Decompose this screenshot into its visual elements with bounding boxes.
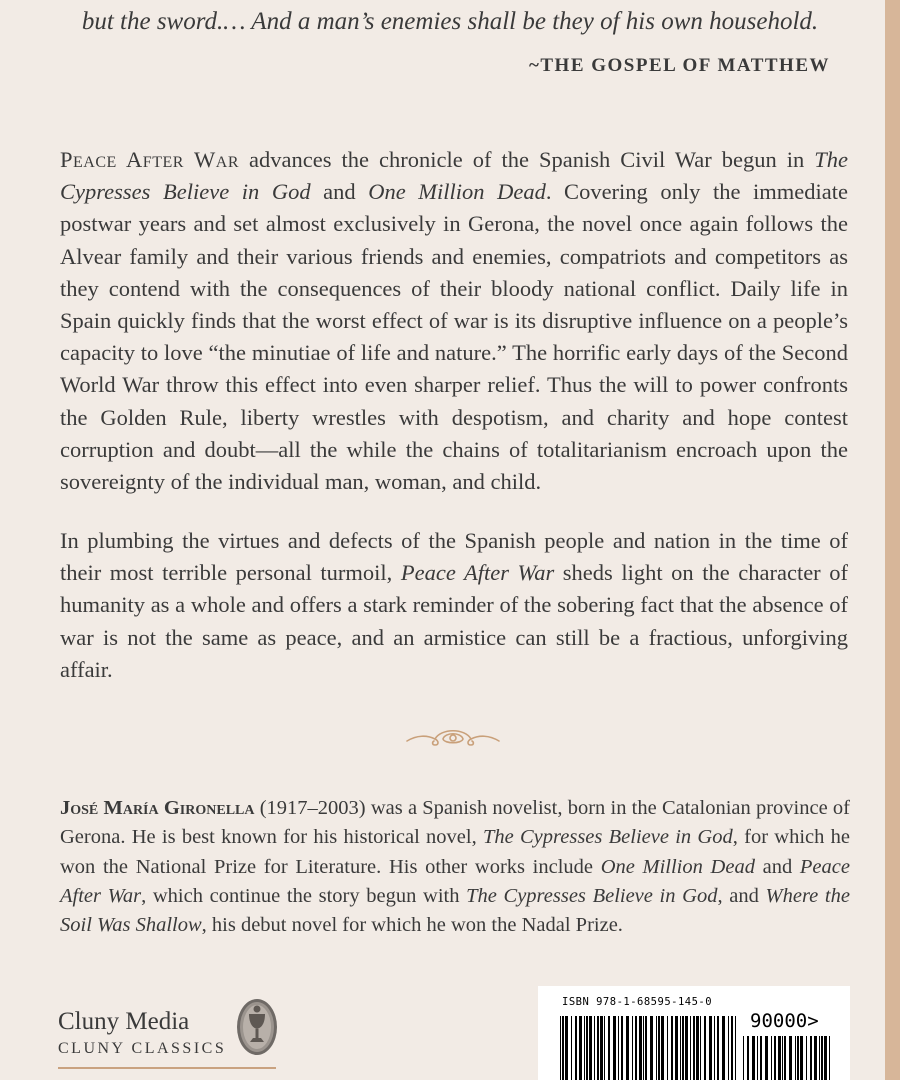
barcode-bar	[680, 1016, 681, 1080]
bio-text: , and	[717, 884, 766, 907]
barcode-bar	[800, 1036, 803, 1080]
bio-text: (1917–2003) was a Spanish novelist, born in the Catalonian province of Gerona. He is best known for his historical novel,	[60, 797, 850, 849]
barcode-bars	[560, 1016, 736, 1080]
synopsis-paragraph-1	[60, 144, 848, 498]
barcode-bar	[797, 1036, 799, 1080]
epigraph-attribution: ~THE GOSPEL OF MATTHEW	[528, 55, 830, 76]
synopsis-text: sheds light on the character of humanity as a whole and offers a stark reminder of the sobering fact that the absence of war is not the same as peace, and an armistice can still be a fractious, unforgiving affair.	[60, 560, 848, 682]
book-title: Where the Soil Was Shallow	[60, 884, 850, 937]
barcode-bar	[579, 1016, 582, 1080]
author-bio	[60, 794, 850, 940]
barcode-bar	[613, 1016, 616, 1080]
barcode-bar	[782, 1036, 783, 1080]
book-title: The Cypresses Believe in God	[483, 826, 733, 849]
publisher-imprint: CLUNY CLASSICS	[58, 1040, 227, 1057]
barcode-bar	[608, 1016, 610, 1080]
barcode-bar	[621, 1016, 623, 1080]
barcode-bar	[594, 1016, 595, 1080]
barcode-bar	[774, 1036, 776, 1080]
book-title: The Cypresses Believe in God	[60, 147, 849, 205]
barcode-bar	[743, 1036, 744, 1080]
barcode-bar	[639, 1016, 642, 1080]
synopsis-text: and	[310, 179, 369, 205]
barcode-bar	[789, 1036, 792, 1080]
barcode-bar	[765, 1036, 768, 1080]
barcode-bar	[690, 1016, 691, 1080]
barcode-bar	[584, 1016, 585, 1080]
barcode-bar	[671, 1016, 673, 1080]
author-name: José María Gironella	[60, 797, 255, 819]
barcode-bar	[829, 1036, 830, 1080]
barcode-bar	[735, 1016, 736, 1080]
bio-text: , his debut novel for which he won the Nadal Prize.	[201, 914, 623, 937]
barcode-bar	[560, 1016, 561, 1080]
barcode-bar	[643, 1016, 644, 1080]
barcode-bar	[819, 1036, 820, 1080]
barcode-bar	[747, 1036, 749, 1080]
barcode-bar	[693, 1016, 695, 1080]
synopsis-text: In plumbing the virtues and defects of the Spanish people and nation in the time of their most terrible personal turmoil,	[60, 528, 848, 586]
barcode-bar	[771, 1036, 772, 1080]
barcode-bar	[731, 1016, 733, 1080]
barcode-bar	[632, 1016, 633, 1080]
barcode-bar	[618, 1016, 619, 1080]
isbn-text: ISBN 978-1-68595-145-0	[562, 996, 713, 1008]
synopsis-text: advances the chronicle of the Spanish Civil War begun in	[239, 147, 815, 172]
barcode-bar	[821, 1036, 823, 1080]
book-title: Peace After War	[60, 855, 850, 907]
barcode-bar	[696, 1016, 699, 1080]
barcode-bar	[597, 1016, 599, 1080]
barcode-bar	[757, 1036, 758, 1080]
bio-text: and	[754, 855, 800, 878]
price-code: 90000>	[750, 1010, 819, 1032]
barcode-bar	[586, 1016, 588, 1080]
ornament-flourish-icon	[405, 724, 501, 750]
barcode-bar	[562, 1016, 564, 1080]
barcode-bar	[667, 1016, 668, 1080]
barcode-bar	[752, 1036, 755, 1080]
barcode-bar	[604, 1016, 605, 1080]
barcode-bar	[635, 1016, 637, 1080]
barcode-bar	[661, 1016, 664, 1080]
book-title: Peace After War	[400, 560, 555, 586]
barcode-bar	[714, 1016, 715, 1080]
barcode-bar	[778, 1036, 781, 1080]
barcode-bar	[682, 1016, 684, 1080]
bio-text: , for which he won the National Prize for Literature. His other works include	[60, 826, 850, 878]
barcode-bar	[722, 1016, 725, 1080]
publisher-rule	[58, 1067, 276, 1069]
publisher-name: Cluny Media	[58, 1008, 190, 1035]
barcode-bar	[824, 1036, 827, 1080]
barcode-bar	[600, 1016, 603, 1080]
barcode-bar	[704, 1016, 706, 1080]
barcode-bar	[810, 1036, 812, 1080]
barcode-bar	[626, 1016, 629, 1080]
bio-text: , which continue the story begun with	[141, 884, 467, 907]
barcode-addon-bars	[743, 1036, 833, 1080]
book-title: One Million Dead	[368, 179, 546, 205]
book-title: The Cypresses Believe in God	[466, 884, 718, 907]
barcode-bar	[717, 1016, 719, 1080]
barcode-bar	[814, 1036, 817, 1080]
barcode-bar	[806, 1036, 807, 1080]
barcode-bar	[700, 1016, 701, 1080]
epigraph-quote: but the sword.… And a man’s enemies shall be they of his own household.	[81, 8, 819, 35]
barcode-bar	[675, 1016, 678, 1080]
barcode-bar	[575, 1016, 577, 1080]
synopsis-text: . Covering only the immediate postwar years and set almost exclusively in Gerona, the novel once again follows the Alvear family and their various friends and enemies, compatriots and competitors as they contend with the consequences of their bloody national conflict. Daily life in Spain quickly finds that the worst effect of war is its disruptive influence on a people’s capacity to love “the minutiae of life and nature.” The horrific early days of the Second World War throw this effect into even sharper relief. Thus the will to power confronts the Golden Rule, liberty wrestles with despotism, and charity and hope contest corruption and doubt—all the while the chains of totalitarianism encroach upon the sovereignty of the individual man, woman, and child.	[60, 179, 848, 495]
barcode-bar	[589, 1016, 592, 1080]
barcode-panel	[538, 986, 850, 1080]
book-title: One Million Dead	[600, 855, 755, 878]
barcode-bar	[728, 1016, 729, 1080]
barcode-bar	[685, 1016, 688, 1080]
book-title-smallcaps: Peace After War	[60, 147, 239, 172]
barcode-bar	[784, 1036, 786, 1080]
barcode-bar	[565, 1016, 568, 1080]
spine-strip	[885, 0, 900, 1080]
chalice-seal-icon	[236, 998, 278, 1056]
barcode-bar	[658, 1016, 660, 1080]
synopsis-paragraph-2	[60, 525, 848, 686]
barcode-bar	[656, 1016, 657, 1080]
barcode-bar	[645, 1016, 647, 1080]
barcode-bar	[709, 1016, 712, 1080]
barcode-bar	[571, 1016, 572, 1080]
barcode-bar	[760, 1036, 762, 1080]
barcode-bar	[650, 1016, 653, 1080]
barcode-bar	[795, 1036, 796, 1080]
